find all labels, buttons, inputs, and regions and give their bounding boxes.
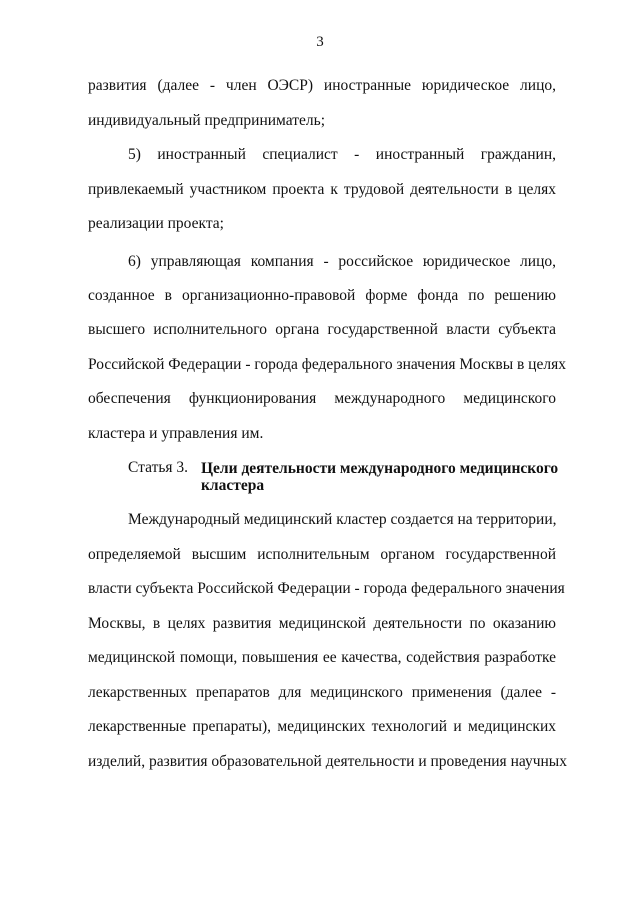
text-line: власти субъекта Российской Федерации - города федерального значения bbox=[88, 580, 565, 597]
text-line: 5) иностранный специалист - иностранный гражданин, bbox=[128, 146, 556, 163]
text-line: созданное в организационно-правовой форме фонда по решению bbox=[88, 287, 556, 304]
text-line: развития (далее - член ОЭСР) иностранные юридическое лицо, bbox=[88, 77, 556, 94]
text-line: индивидуальный предприниматель; bbox=[88, 112, 325, 129]
article-label: Статья 3. bbox=[128, 459, 189, 476]
text-line: изделий, развития образовательной деятельности и проведения научных bbox=[88, 753, 567, 770]
text-line: Российской Федерации - города федерального значения Москвы в целях bbox=[88, 356, 566, 373]
text-line: медицинской помощи, повышения ее качества, содействия разработке bbox=[88, 649, 556, 666]
text-line: определяемой высшим исполнительным органом государственной bbox=[88, 546, 556, 563]
text-line: Москвы, в целях развития медицинской деятельности по оказанию bbox=[88, 615, 556, 632]
text-line: реализации проекта; bbox=[88, 215, 224, 232]
text-line: привлекаемый участником проекта к трудовой деятельности в целях bbox=[88, 181, 556, 198]
text-line: лекарственные препараты), медицинских технологий и медицинских bbox=[88, 718, 556, 735]
text-line: кластера и управления им. bbox=[88, 425, 264, 442]
article-title: Цели деятельности международного медицинского bbox=[201, 460, 559, 477]
text-line: обеспечения функционирования международного медицинского bbox=[88, 390, 556, 407]
page-number: 3 bbox=[316, 34, 324, 50]
text-line: Международный медицинский кластер создается на территории, bbox=[128, 511, 557, 528]
text-line: 6) управляющая компания - российское юридическое лицо, bbox=[128, 253, 556, 270]
text-line: высшего исполнительного органа государственной власти субъекта bbox=[88, 321, 556, 338]
text-line: лекарственных препаратов для медицинского применения (далее - bbox=[88, 684, 556, 701]
article-title-continued: кластера bbox=[201, 477, 265, 494]
